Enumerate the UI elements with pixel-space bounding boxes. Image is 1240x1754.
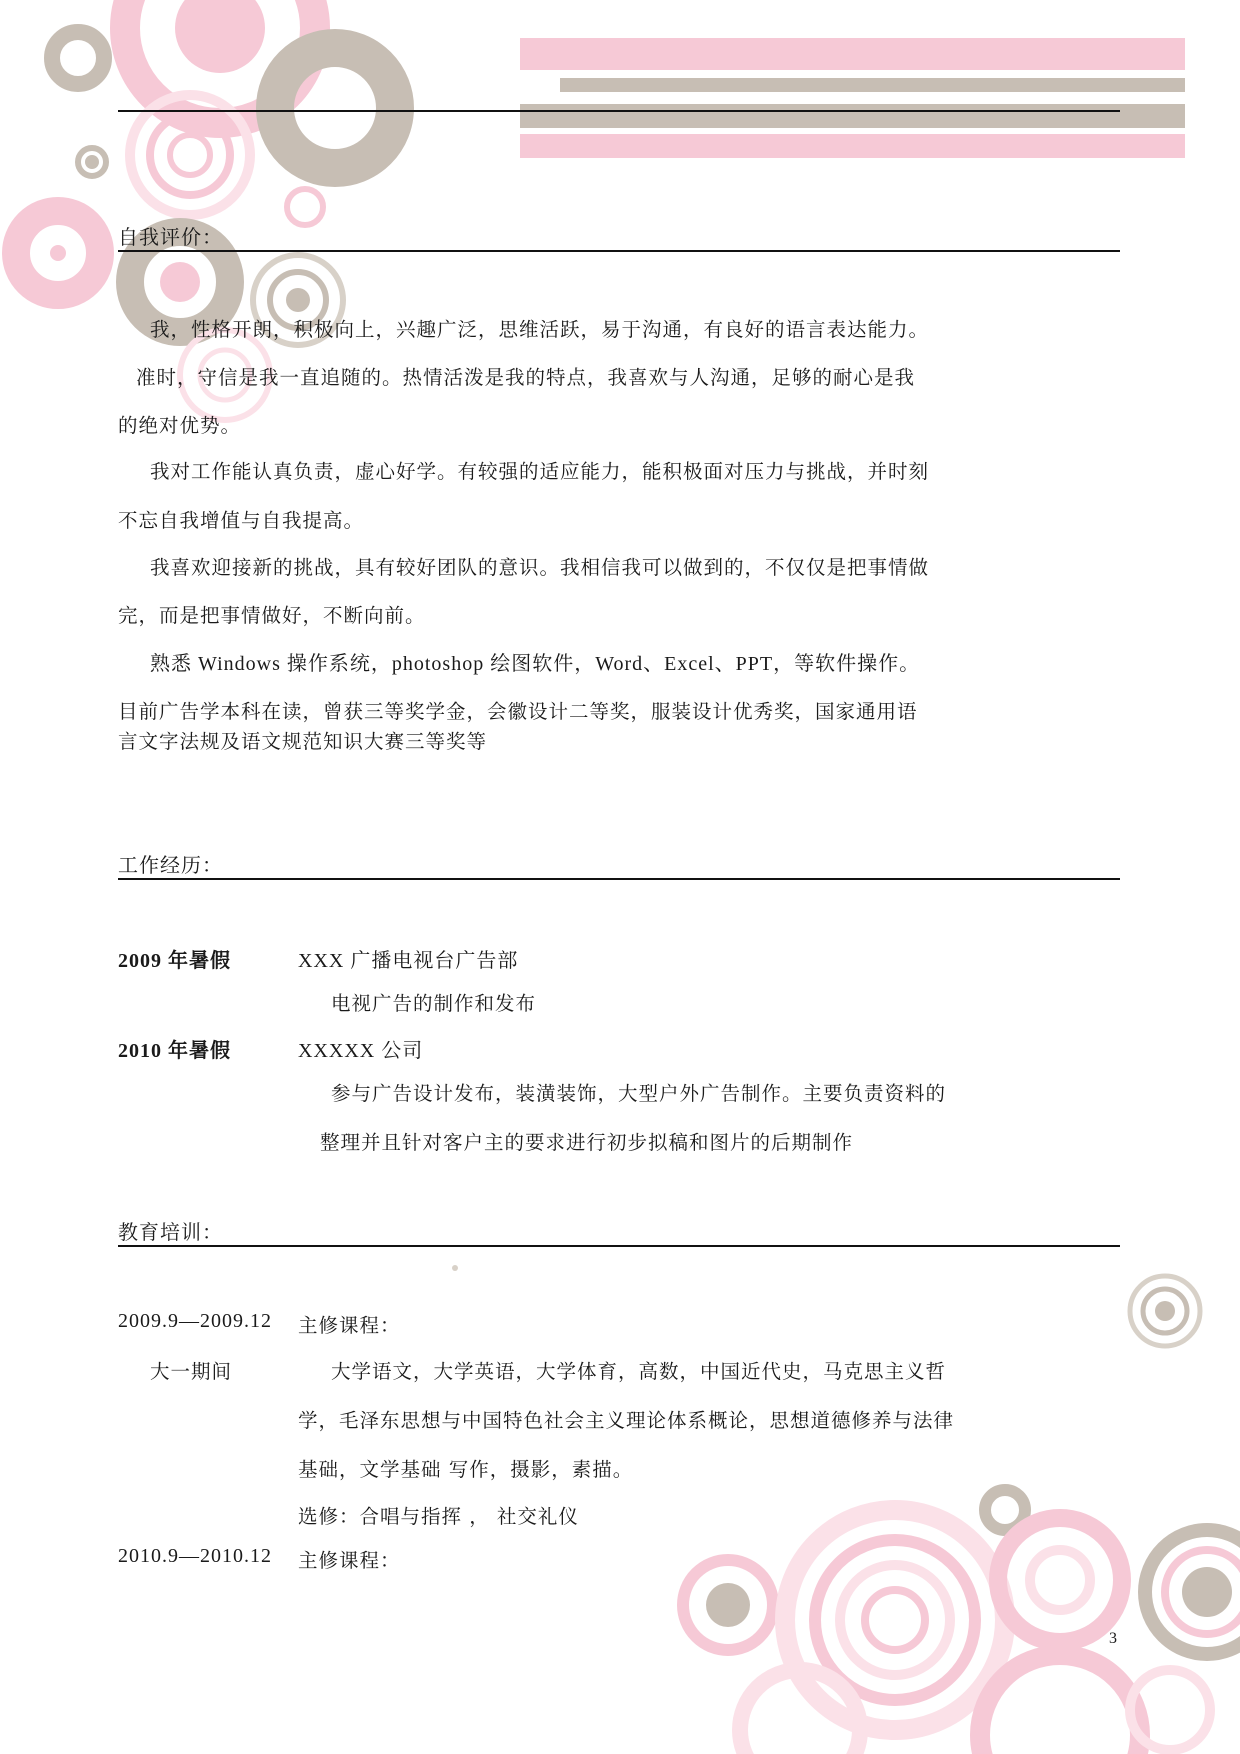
self-eval-line: 言文字法规及语文规范知识大赛三等奖等 bbox=[118, 730, 488, 753]
edu-course-line: 基础，文学基础 写作，摄影，素描。 bbox=[298, 1458, 634, 1481]
work-org: XXXXX 公司 bbox=[298, 1040, 424, 1062]
work-desc-line: 电视广告的制作和发布 bbox=[331, 992, 537, 1015]
edu-label: 主修课程： bbox=[298, 1549, 401, 1572]
edu-sub: 大一期间 bbox=[150, 1360, 233, 1383]
self-eval-line: 熟悉 Windows 操作系统，photoshop 绘图软件，Word、Excel、PPT，等软件操作。 bbox=[150, 653, 921, 675]
self-eval-line: 我对工作能认真负责，虚心好学。有较强的适应能力，能积极面对压力与挑战，并时刻 bbox=[150, 460, 930, 483]
edu-label: 主修课程： bbox=[298, 1314, 401, 1337]
edu-period: 2009.9—2009.12 bbox=[118, 1310, 272, 1332]
edu-course-line: 大学语文，大学英语，大学体育，高数，中国近代史，马克思主义哲 bbox=[331, 1360, 947, 1383]
self-eval-line: 我，性格开朗，积极向上，兴趣广泛，思维活跃，易于沟通，有良好的语言表达能力。 bbox=[150, 318, 930, 341]
self-eval-line: 准时，守信是我一直追随的。热情活泼是我的特点，我喜欢与人沟通，足够的耐心是我 bbox=[136, 366, 916, 389]
work-period: 2010 年暑假 bbox=[118, 1040, 231, 1062]
work-rule bbox=[118, 878, 1120, 880]
self-eval-line: 完，而是把事情做好，不断向前。 bbox=[118, 604, 426, 627]
education-rule bbox=[118, 1245, 1120, 1247]
header-rule bbox=[118, 110, 1120, 112]
edu-period: 2010.9—2010.12 bbox=[118, 1545, 272, 1567]
work-org: XXX 广播电视台广告部 bbox=[298, 950, 519, 972]
self-eval-line: 的绝对优势。 bbox=[118, 414, 242, 437]
work-desc-line: 整理并且针对客户主的要求进行初步拟稿和图片的后期制作 bbox=[320, 1131, 854, 1154]
self-eval-heading: 自我评价： bbox=[118, 225, 223, 249]
work-period: 2009 年暑假 bbox=[118, 950, 231, 972]
page-number: 3 bbox=[1109, 1630, 1117, 1647]
self-eval-line: 不忘自我增值与自我提高。 bbox=[118, 509, 365, 532]
self-eval-line: 目前广告学本科在读，曾获三等奖学金，会徽设计二等奖，服装设计优秀奖，国家通用语 bbox=[118, 700, 918, 723]
education-heading: 教育培训： bbox=[118, 1220, 223, 1244]
self-eval-line: 我喜欢迎接新的挑战，具有较好团队的意识。我相信我可以做到的，不仅仅是把事情做 bbox=[150, 556, 930, 579]
edu-course-line: 选修：合唱与指挥 ， 社交礼仪 bbox=[298, 1505, 579, 1528]
work-heading: 工作经历： bbox=[118, 853, 223, 877]
work-desc-line: 参与广告设计发布，装潢装饰，大型户外广告制作。主要负责资料的 bbox=[331, 1082, 947, 1105]
self-eval-rule bbox=[118, 250, 1120, 252]
edu-course-line: 学，毛泽东思想与中国特色社会主义理论体系概论，思想道德修养与法律 bbox=[298, 1409, 955, 1432]
